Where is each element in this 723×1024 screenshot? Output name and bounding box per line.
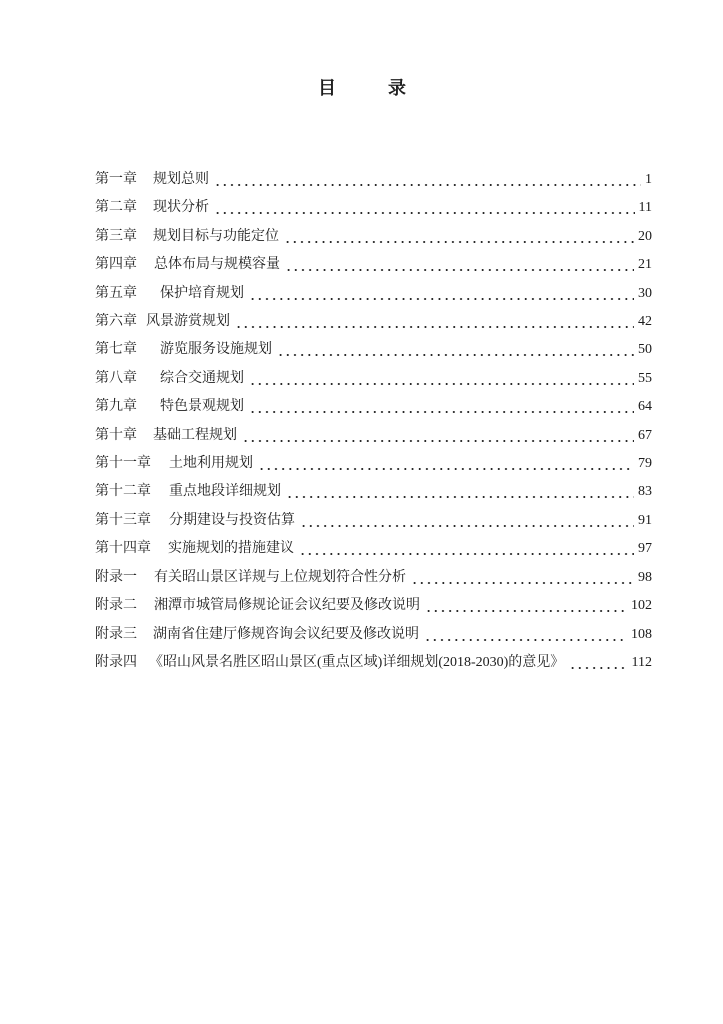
page-number: 11 xyxy=(638,200,652,216)
entry-title: 湖南省住建厅修规咨询会议纪要及修改说明 xyxy=(153,626,419,642)
dot-leader xyxy=(285,255,634,275)
page-number: 112 xyxy=(631,654,652,670)
dot-leader xyxy=(411,568,634,588)
entry-title: 重点地段详细规划 xyxy=(169,484,281,500)
page-number: 50 xyxy=(638,342,652,358)
entry-title: 湘潭市城管局修规论证会议纪要及修改说明 xyxy=(154,598,420,614)
toc-entry-5 xyxy=(95,284,652,312)
entry-title: 分期建设与投资估算 xyxy=(169,512,295,528)
entry-label: 第四章 xyxy=(95,257,137,273)
page-number: 42 xyxy=(638,314,652,330)
entry-label: 第十一章 xyxy=(95,456,151,472)
toc-entry-14 xyxy=(95,539,652,567)
toc-entry-9 xyxy=(95,397,652,425)
page-number: 30 xyxy=(638,285,652,301)
toc-entry-18 xyxy=(95,653,652,681)
entry-title: 有关昭山景区详规与上位规划符合性分析 xyxy=(154,569,406,585)
page-number: 79 xyxy=(638,456,652,472)
entry-title: 现状分析 xyxy=(153,200,209,216)
entry-label: 第三章 xyxy=(95,228,137,244)
entry-label: 附录二 xyxy=(95,598,137,614)
entry-title: 《昭山风景名胜区昭山景区(重点区域)详细规划(2018-2030)的意见》 xyxy=(149,654,565,670)
dot-leader xyxy=(425,596,627,616)
entry-label: 第六章 xyxy=(95,314,137,330)
entry-label: 第十四章 xyxy=(95,541,151,557)
dot-leader xyxy=(424,625,627,645)
dot-leader xyxy=(214,170,641,190)
entry-label: 第五章 xyxy=(95,285,137,301)
toc-entry-4 xyxy=(95,255,652,283)
toc-entry-16 xyxy=(95,596,652,624)
dot-leader xyxy=(299,539,634,559)
entry-label: 第七章 xyxy=(95,342,137,358)
toc-entry-11 xyxy=(95,454,652,482)
entry-title: 规划目标与功能定位 xyxy=(153,228,279,244)
dot-leader xyxy=(569,653,627,673)
dot-leader xyxy=(249,397,634,417)
page-number: 83 xyxy=(638,484,652,500)
page-number: 21 xyxy=(638,257,652,273)
toc-entry-7 xyxy=(95,340,652,368)
dot-leader xyxy=(300,511,634,531)
entry-label: 第九章 xyxy=(95,399,137,415)
entry-title: 风景游赏规划 xyxy=(146,314,230,330)
toc-entry-15 xyxy=(95,568,652,596)
entry-label: 附录三 xyxy=(95,626,137,642)
entry-title: 综合交通规划 xyxy=(160,370,244,386)
entry-label: 第八章 xyxy=(95,370,137,386)
entry-title: 总体布局与规模容量 xyxy=(154,257,280,273)
toc-entry-13 xyxy=(95,511,652,539)
page-number: 108 xyxy=(631,626,652,642)
entry-label: 附录四 xyxy=(95,654,137,670)
entry-title: 实施规划的措施建议 xyxy=(168,541,294,557)
page-number: 102 xyxy=(631,598,652,614)
dot-leader xyxy=(249,369,634,389)
entry-label: 第十章 xyxy=(95,427,137,443)
entry-title: 特色景观规划 xyxy=(160,399,244,415)
dot-leader xyxy=(258,454,634,474)
dot-leader xyxy=(284,227,634,247)
toc-entry-8 xyxy=(95,369,652,397)
page-number: 67 xyxy=(638,427,652,443)
table-of-contents xyxy=(95,170,652,681)
page-number: 97 xyxy=(638,541,652,557)
toc-entry-10 xyxy=(95,426,652,454)
entry-label: 第一章 xyxy=(95,172,137,187)
page-number: 20 xyxy=(638,228,652,244)
dot-leader xyxy=(286,482,634,502)
entry-title: 保护培育规划 xyxy=(160,285,244,301)
entry-label: 附录一 xyxy=(95,569,137,585)
page-title: 目录 xyxy=(318,78,458,99)
entry-label: 第二章 xyxy=(95,200,137,216)
dot-leader xyxy=(214,198,635,218)
entry-label: 第十二章 xyxy=(95,484,151,500)
entry-title: 规划总则 xyxy=(153,172,209,187)
page-number: 98 xyxy=(638,569,652,585)
dot-leader xyxy=(277,340,634,360)
page-number: 55 xyxy=(638,370,652,386)
entry-title: 游览服务设施规划 xyxy=(160,342,272,358)
entry-title: 基础工程规划 xyxy=(153,427,237,443)
page-number: 1 xyxy=(645,172,652,187)
toc-entry-1 xyxy=(95,170,652,198)
page-number: 91 xyxy=(638,512,652,528)
toc-entry-2 xyxy=(95,198,652,226)
dot-leader xyxy=(242,426,634,446)
toc-entry-3 xyxy=(95,227,652,255)
toc-entry-17 xyxy=(95,625,652,653)
page-number: 64 xyxy=(638,399,652,415)
dot-leader xyxy=(249,284,634,304)
entry-title: 土地利用规划 xyxy=(169,456,253,472)
toc-entry-12 xyxy=(95,482,652,510)
entry-label: 第十三章 xyxy=(95,512,151,528)
toc-entry-6 xyxy=(95,312,652,340)
dot-leader xyxy=(235,312,634,332)
